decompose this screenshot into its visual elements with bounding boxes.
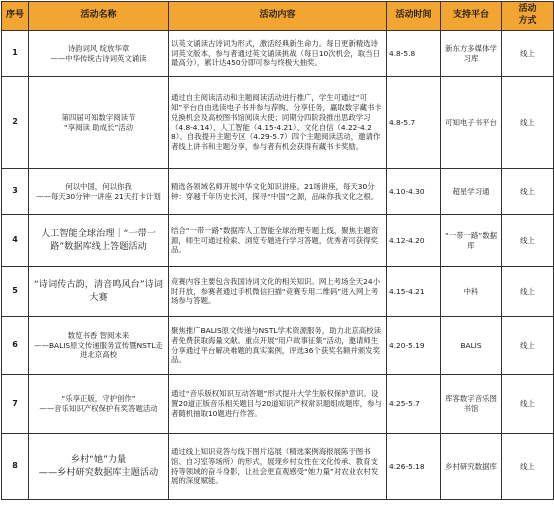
row-content: 聚焦推广BALIS原文传递与NSTL学术资源服务，助力北京高校读者免费获取海量文献。重点开展“用户故事征集”活动，邀请师生分享通过平台解决难题的真实案例，评选36个获奖名额并颁发奖品。 <box>169 317 387 375</box>
row-time: 4.20-5.19 <box>387 317 441 375</box>
row-mode: 线上 <box>502 317 554 375</box>
row-content: 结合“一带一路”数据库人工智能全球治理专题上线，聚焦主题资源，师生可通过检索、浏览专题进行学习答题，优秀者可获得奖品。 <box>169 215 387 267</box>
table-header-row <box>2 2 554 31</box>
row-name: 乡村“她”力量 ——乡村研究数据库主题活动 <box>29 434 169 500</box>
row-name: 第四届可知数字阅读节 “享阅读 助成长”活动 <box>29 77 169 169</box>
row-platform: 乡村研究数据库 <box>441 434 502 500</box>
row-no: 7 <box>2 375 29 434</box>
row-content: 通过线上知识竞答与线下图片巡展（精选案例海报展陈于图书馆、自习室等场所）的形式，展现乡村女性在文化传承、教育支持等领域的奋斗身影，让社会更直观感受“她力量”对农业农村发展的深度赋能。 <box>169 434 387 500</box>
row-platform: “一带一路”数据库 <box>441 215 502 267</box>
row-platform: BALIS <box>441 317 502 375</box>
table-row <box>2 317 554 375</box>
header-content: 活动内容 <box>169 2 387 31</box>
row-mode: 线上 <box>502 375 554 434</box>
table-row <box>2 169 554 215</box>
row-platform: 新东方多媒体学习库 <box>441 31 502 77</box>
table-row <box>2 215 554 267</box>
row-mode: 线上 <box>502 31 554 77</box>
row-no: 2 <box>2 77 29 169</box>
row-time: 4.10-4.30 <box>387 169 441 215</box>
row-name: 诗韵词风 绽放华章 ——中华传统古诗词英文诵读 <box>29 31 169 77</box>
row-time: 4.8-5.7 <box>387 77 441 169</box>
row-mode: 线上 <box>502 434 554 500</box>
row-time: 4.25-5.7 <box>387 375 441 434</box>
table-row <box>2 375 554 434</box>
row-time: 4.8-5.8 <box>387 31 441 77</box>
row-no: 3 <box>2 169 29 215</box>
row-platform: 库客数字音乐图书馆 <box>441 375 502 434</box>
row-no: 1 <box>2 31 29 77</box>
row-content: 以英文诵读古诗词为形式，激活经典新生命力。每日更新精选诗词英文版本，参与者通过英文诵读挑战（每日10次机会，取当日最高分），累计达450分即可参与终极大抽奖。 <box>169 31 387 77</box>
header-name: 活动名称 <box>29 2 169 31</box>
header-time: 活动时间 <box>387 2 441 31</box>
table-row <box>2 31 554 77</box>
header-mode: 活动 方式 <box>502 2 554 31</box>
row-no: 5 <box>2 267 29 317</box>
row-name: 人工智能全球治理｜“一带一路”数据库线上答题活动 <box>29 215 169 267</box>
header-no: 序号 <box>2 2 29 31</box>
row-mode: 线上 <box>502 169 554 215</box>
row-content: 竞赛内容主要包含我国诗词文化的相关知识。网上考场全天24小时开放，参赛者通过手机微信扫描“竞赛专用二维码”进入网上考场参与答题。 <box>169 267 387 317</box>
row-time: 4.12-4.20 <box>387 215 441 267</box>
row-mode: 线上 <box>502 267 554 317</box>
table-row <box>2 434 554 500</box>
row-platform: 可知电子书平台 <box>441 77 502 169</box>
header-platform: 支持平台 <box>441 2 502 31</box>
row-content: 通过自主阅读活动和主题阅读活动进行推广，学生可通过“可知”平台自由选读电子书并参与荐购、分享任务，赢取数字藏书卡兑换机会及高校图书馆阅读大使；同期分四阶段推出思政学习（4.8-4.14）、人工智能（4.15-4.21）、文化自信（4.22-4.28）、自我提升主题专区（4.29-5.7）四个主题阅读活动，邀请作者线上讲书和主题分享，参与者有机会获得有藏书卡奖励。 <box>169 77 387 169</box>
row-name: “诗词传古韵，清音鸣风台”诗词大赛 <box>29 267 169 317</box>
row-no: 8 <box>2 434 29 500</box>
row-time: 4.26-5.18 <box>387 434 441 500</box>
row-no: 4 <box>2 215 29 267</box>
row-no: 6 <box>2 317 29 375</box>
row-mode: 线上 <box>502 77 554 169</box>
row-name: 数览书香 智阅未来 ——BALIS原文传递服务宣传暨NSTL走进北京高校 <box>29 317 169 375</box>
row-platform: 中科 <box>441 267 502 317</box>
row-name: 何以中国，何以你我 ——每天30分钟一讲座 21天打卡计划 <box>29 169 169 215</box>
row-time: 4.15-4.21 <box>387 267 441 317</box>
table-row <box>2 77 554 169</box>
row-name: “乐享正版，守护创作” ——音乐知识产权保护有奖答题活动 <box>29 375 169 434</box>
row-content: 精选各领域名师开展中华文化知识讲座。21场讲座，每天30分钟：穿越千年历史长河，探寻“中国”之源，品味你我文化之根。 <box>169 169 387 215</box>
table-row <box>2 267 554 317</box>
row-mode: 线上 <box>502 215 554 267</box>
row-platform: 超星学习通 <box>441 169 502 215</box>
activity-table <box>1 1 554 500</box>
row-content: 通过“音乐版权知识互动答题”形式提升大学生版权保护意识。设置20道正版音乐相关题目与20道知识产权常识题组成题库，参与者随机抽取10题进行作答。 <box>169 375 387 434</box>
